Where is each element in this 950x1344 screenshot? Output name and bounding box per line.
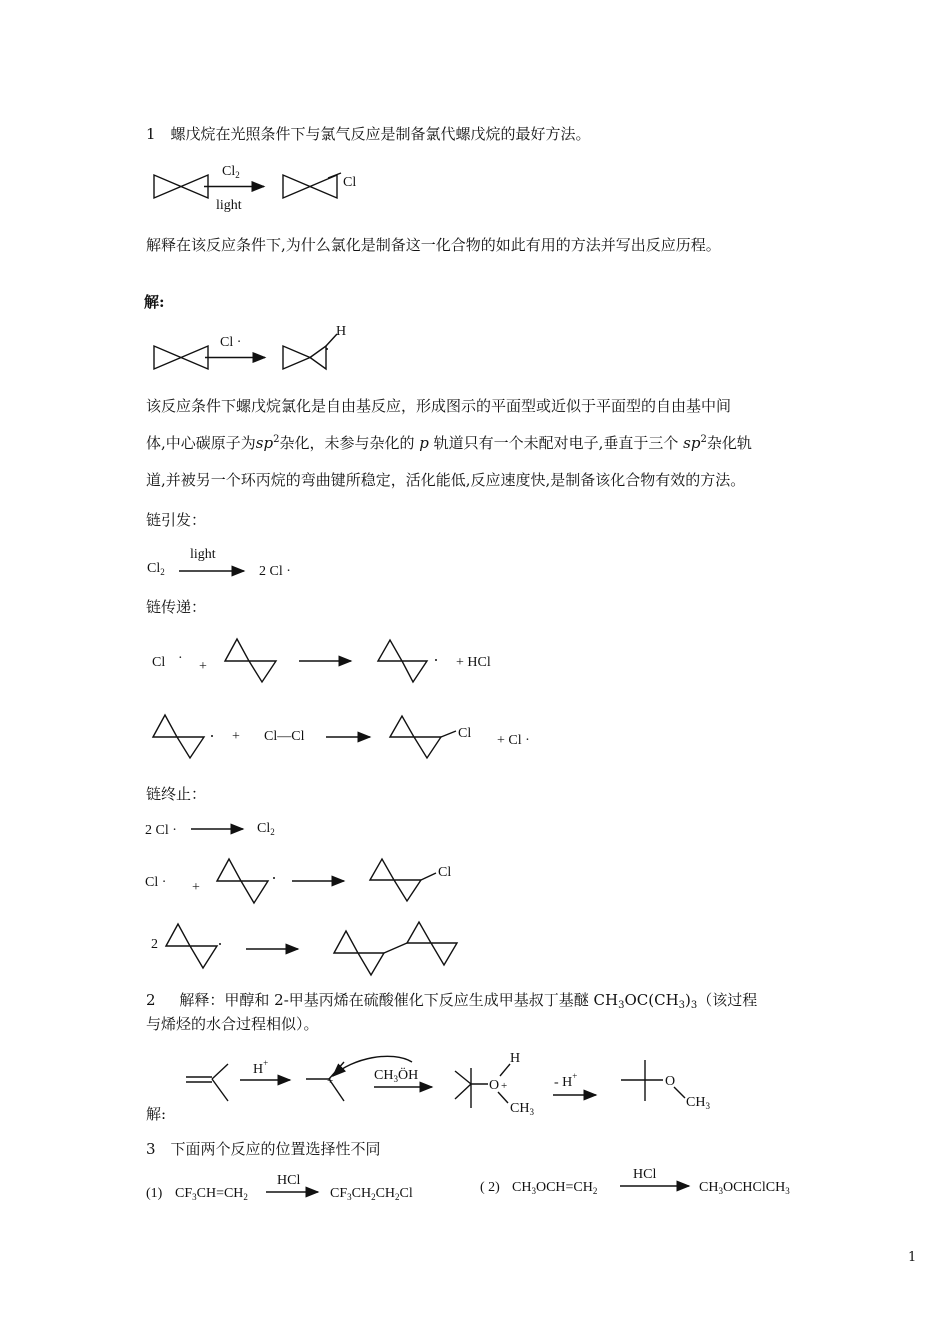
q3-r2-reagent: HCl [633,1167,657,1182]
prop2-cl: Cl [458,726,472,741]
isobutylene [186,1064,228,1101]
oxonium-intermediate [455,1064,510,1108]
q2-methanol: $CH_3ÖH$ [374,1068,419,1084]
initiation-condition: light [190,547,216,562]
term2-plus: + [192,880,200,895]
chlorospiropentane-product [283,173,341,198]
svg-text:+: + [327,1075,334,1087]
term2-left: Cl · [145,875,167,890]
bispiropentyl-dimer [334,922,457,975]
q1-answer-label: 解: [144,293,165,311]
q3-r2-left: $CH_3OCH=CH_2$ [512,1180,598,1196]
q2-ch3-2: $CH_3$ [686,1095,710,1111]
prop1-plus: + [199,659,207,674]
radical-reagent: Cl · [220,335,242,350]
spiropentyl-radical-prop1 [378,640,437,682]
spiropentyl-radical-prop2 [153,715,213,758]
chlorospiropentane-prop2 [390,716,456,758]
q2-text-line-2: 与烯烃的水合过程相似）。 [146,1015,319,1033]
q2-o: O [665,1074,676,1089]
mtbe-product [621,1060,685,1101]
initiation-label: 链引发： [146,511,207,529]
termination-label: 链终止： [146,785,207,803]
page-number: 1 [908,1250,917,1265]
q1-question: 解释在该反应条件下,为什么氯化是制备这一化合物的如此有用的方法并写出反应历程。 [146,236,721,254]
svg-text:+: + [501,1080,508,1092]
term3-coef: 2 [151,937,158,952]
term1-left: 2 Cl · [145,823,177,838]
q3-r2-num: ( 2) [480,1180,500,1195]
prop2-clcl: Cl—Cl [264,729,305,744]
q3-r1-num: (1) [146,1186,163,1201]
explanation-line-3: 道,并被另一个环丙烷的弯曲键所稳定，活化能低,反应速度快,是制备该化合物有效的方法。 [146,471,746,489]
prop1-dot: · [178,651,183,666]
term1-right: $Cl_2$ [257,821,275,837]
q3-r1-right: $CF_3CH_2CH_2Cl$ [330,1186,413,1202]
spiropentane-prop1 [225,639,276,682]
q1-reagent: $Cl_2$ [222,164,240,180]
q3-title: 3 下面两个反应的位置选择性不同 [146,1140,381,1158]
spiropentyl-radical-term3 [166,924,221,968]
term2-cl: Cl [438,865,452,880]
q3-r1-left: $CF_3CH=CH_2$ [175,1186,248,1202]
q2-ch3-1: $CH_3$ [510,1101,534,1117]
q3-r2-right: $CH_3OCHClCH_3$ [699,1180,790,1196]
h-label: H [336,324,347,339]
svg-text:O: O [489,1078,500,1093]
propagation-label: 链传递： [146,598,207,616]
spiropentane-reactant-2 [154,346,208,369]
initiation-left: $Cl_2$ [147,561,165,577]
q2-answer-label: 解: [146,1105,167,1123]
explanation-line-1: 该反应条件下螺戊烷氯化是自由基反应，形成图示的平面型或近似于平面型的自由基中间 [146,397,732,415]
q2-text-line-1: 2 解释：甲醇和 2-甲基丙烯在硫酸催化下反应生成甲基叔丁基醚 $CH_3OC(CH_3)_3$（该过程 [146,991,758,1011]
q1-product-label: Cl [343,175,357,190]
chlorospiropentane-term2 [370,859,436,901]
explanation-line-2: 体,中心碳原子为$sp^2$杂化，未参与杂化的 p 轨道只有一个未配对电子,垂直于三个 $sp^2$杂化轨 [146,434,752,452]
q1-condition: light [216,198,242,213]
prop1-cl: Cl [152,655,166,670]
q2-h: H [510,1051,521,1066]
q1-title: 1 螺戊烷在光照条件下与氯气反应是制备氯代螺戊烷的最好方法。 [146,125,591,143]
spiropentyl-radical-h [283,334,337,369]
spiropentane-reactant [154,175,208,198]
q2-minus-h: - H+ [554,1071,578,1090]
tert-butyl-cation [306,1062,344,1101]
prop2-cldot: + Cl · [497,733,530,748]
spiropentyl-radical-term2 [217,859,275,903]
prop2-plus: + [232,729,240,744]
q2-h-plus: H+ [253,1058,269,1077]
initiation-right: 2 Cl · [259,564,291,579]
prop1-hcl: + HCl [456,655,491,670]
q3-r1-reagent: HCl [277,1173,301,1188]
